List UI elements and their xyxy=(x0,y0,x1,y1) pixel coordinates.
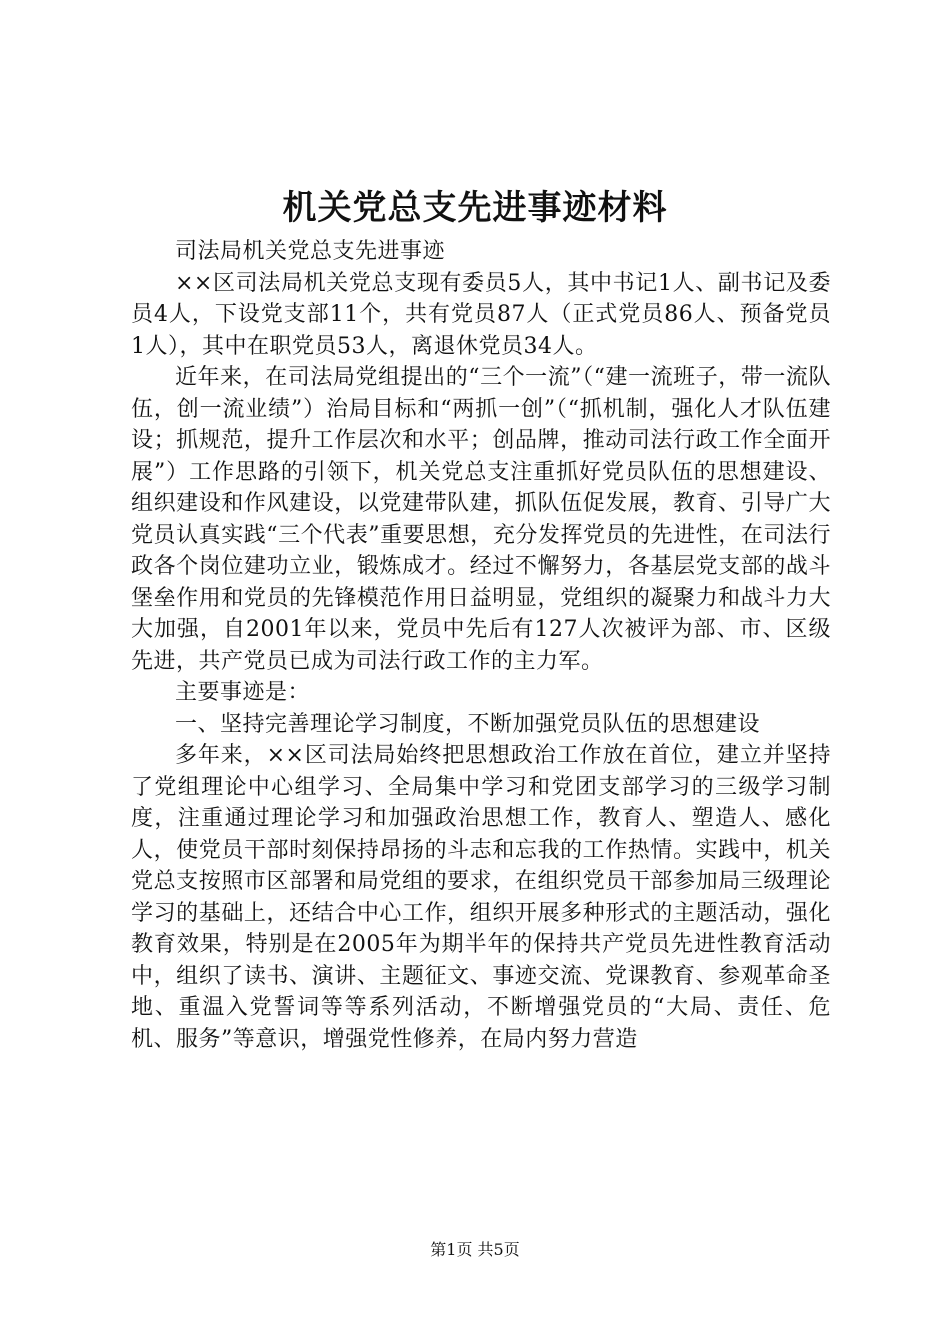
paragraph-subtitle: 司法局机关党总支先进事迹 xyxy=(175,239,446,264)
paragraph-study-system: 多年来，××区司法局始终把思想政治工作放在首位，建立并坚持了党组理论中心组学习、全局集中学习和党团支部学习的三级学习制度，注重通过理论学习和加强政治思想工作，教育人、塑造人、感化人，使党员干部时刻保持昂扬的斗志和忘我的工作热情。实践中，机关党总支按照市区部署和局党组的要求，在组织党员干部参加局三级理论学习的基础上，还结合中心工作，组织开展多种形式的主题活动，强化教育效果，特别是在2005年为期半年的保持共产党员先进性教育活动中，组织了读书、演讲、主题征文、事迹交流、党课教育、参观革命圣地、重温入党誓词等等系列活动，不断增强党员的“大局、责任、危机、服务”等意识，增强党性修养，在局内努力营造 xyxy=(131,743,831,1052)
document-body xyxy=(131,236,831,1055)
page-footer: 第1页 共5页 xyxy=(430,1240,520,1259)
paragraph-recent-years: 近年来，在司法局党组提出的“三个一流”（“建一流班子，带一流队伍，创一流业绩”）治局目标和“两抓一创”（“抓机制，强化人才队伍建设；抓规范，提升工作层次和水平；创品牌，推动司法行政工作全面开展”）工作思路的引领下，机关党总支注重抓好党员队伍的思想建设、组织建设和作风建设，以党建带队建，抓队伍促发展，教育、引导广大党员认真实践“三个代表”重要思想，充分发挥党员的先进性，在司法行政各个岗位建功立业，锻炼成才。经过不懈努力，各基层党支部的战斗堡垒作用和党员的先锋模范作用日益明显，党组织的凝聚力和战斗力大大加强，自2001年以来，党员中先后有127人次被评为部、市、区级先进，共产党员已成为司法行政工作的主力军。 xyxy=(131,365,831,674)
section-heading-1: 一、坚持完善理论学习制度，不断加强党员队伍的思想建设 xyxy=(175,711,761,737)
paragraph-main-deeds-intro: 主要事迹是： xyxy=(175,680,311,705)
paragraph-overview: ××区司法局机关党总支现有委员5人，其中书记1人、副书记及委员4人，下设党支部11个，共有党员87人（正式党员86人、预备党员1人），其中在职党员53人，离退休党员34人。 xyxy=(131,270,831,359)
document-title: 机关党总支先进事迹材料 xyxy=(282,188,668,228)
